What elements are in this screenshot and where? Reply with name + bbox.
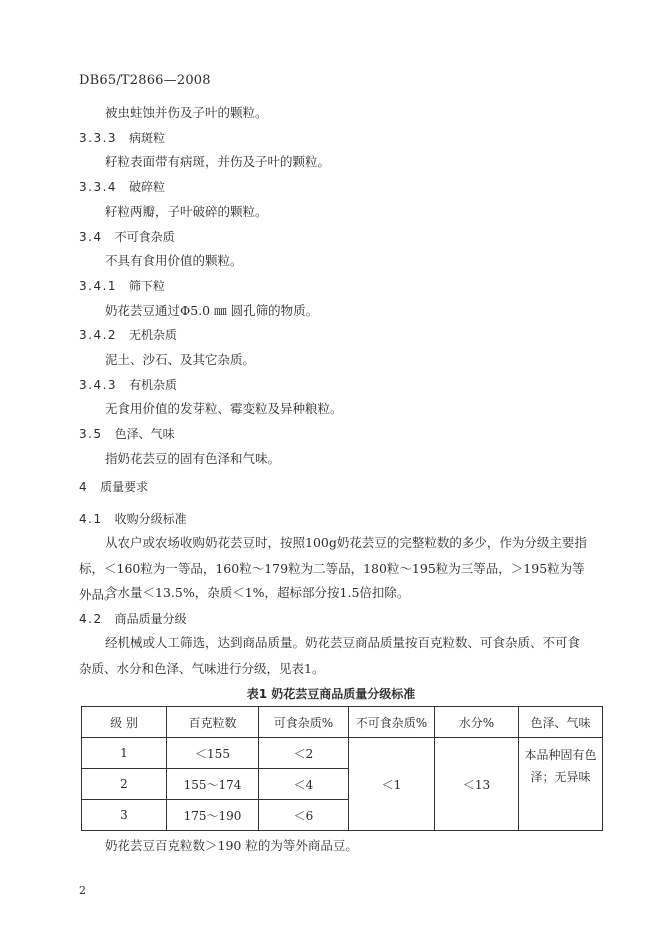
- section-3-3-2-body: 被虫蛀蚀并伤及子叶的颗粒。: [105, 105, 268, 120]
- section-number: 3.5: [79, 427, 103, 441]
- section-3-5-body: 指奶花芸豆的固有色泽和气味。: [105, 451, 281, 466]
- table-row: [82, 738, 603, 769]
- cell-grains: 155～174: [167, 769, 259, 800]
- section-number: 3.3.4: [79, 180, 118, 194]
- cell-grade: 1: [82, 738, 167, 769]
- col-header-grade: 级 别: [82, 707, 167, 738]
- section-title: 商品质量分级: [114, 612, 187, 626]
- section-title: 病斑粒: [129, 131, 166, 145]
- section-title: 破碎粒: [129, 180, 166, 194]
- section-3-4-1-heading: [79, 277, 165, 295]
- section-4-1-paragraph-2: 含水量＜13.5%，杂质＜1%，超标部分按1.5倍扣除。: [105, 585, 410, 600]
- section-3-4-3-heading: [79, 376, 177, 394]
- section-title: 有机杂质: [129, 378, 178, 392]
- section-3-5-heading: [79, 425, 175, 443]
- section-title: 色泽、气味: [114, 427, 175, 441]
- page-number: 2: [79, 884, 86, 897]
- cell-color-odor-line: 泽；无异味: [530, 770, 591, 784]
- section-3-3-3-body: 籽粒表面带有病斑，并伤及子叶的颗粒。: [105, 154, 331, 169]
- cell-grains: ＜155: [167, 738, 259, 769]
- section-title: 筛下粒: [129, 279, 166, 293]
- document-code: DB65/T2866—2008: [79, 73, 211, 88]
- section-3-4-1-body: 奶花芸豆通过Φ5.0 ㎜ 圆孔筛的物质。: [105, 303, 319, 318]
- section-4-2-paragraph: 经机械或人工筛选，达到商品质量。奶花芸豆商品质量按百克粒数、可食杂质、不可食杂质、水分和色泽、气味进行分级，见表1。: [79, 635, 581, 676]
- col-header-inedible-impurity: 不可食杂质%: [349, 707, 435, 738]
- cell-edible-impurity: ＜6: [259, 800, 349, 831]
- section-number: 3.4.2: [79, 328, 118, 342]
- cell-edible-impurity: ＜4: [259, 769, 349, 800]
- cell-grade: 3: [82, 800, 167, 831]
- section-number: 4.1: [79, 512, 103, 526]
- section-4-1-heading: [79, 510, 187, 528]
- section-title: 不可食杂质: [114, 230, 175, 244]
- col-header-moisture: 水分%: [435, 707, 519, 738]
- section-3-3-4-body: 籽粒两瓣，子叶破碎的颗粒。: [105, 204, 268, 219]
- section-number: 4: [79, 480, 89, 494]
- section-number: 4.2: [79, 612, 103, 626]
- table-note: 奶花芸豆百克粒数＞190 粒的为等外商品豆。: [105, 838, 358, 853]
- section-3-4-body: 不具有食用价值的颗粒。: [105, 253, 243, 268]
- cell-inedible-impurity: ＜1: [349, 738, 435, 831]
- section-3-3-3-heading: [79, 129, 165, 147]
- section-title: 无机杂质: [129, 328, 178, 342]
- table-caption: 表1 奶花芸豆商品质量分级标准: [246, 687, 416, 701]
- section-title: 收购分级标准: [114, 512, 187, 526]
- col-header-edible-impurity: 可食杂质%: [259, 707, 349, 738]
- section-number: 3.4: [79, 230, 103, 244]
- section-4-heading: [79, 478, 148, 496]
- cell-grains: 175～190: [167, 800, 259, 831]
- cell-moisture: ＜13: [435, 738, 519, 831]
- cell-grade: 2: [82, 769, 167, 800]
- table-header-row: [82, 707, 603, 738]
- section-3-4-2-heading: [79, 326, 177, 344]
- cell-color-odor-line: 本品种固有色: [524, 748, 597, 762]
- section-4-1-paragraph: 从农户或农场收购奶花芸豆时，按照100g奶花芸豆的完整粒数的多少，作为分级主要指标，＜160粒为一等品，160粒～179粒为二等品，180粒～195粒为三等品，＞195粒为等外品。: [79, 535, 587, 602]
- section-number: 3.3.3: [79, 131, 118, 145]
- col-header-grains-per-100g: 百克粒数: [167, 707, 259, 738]
- section-title: 质量要求: [100, 480, 149, 494]
- section-number: 3.4.1: [79, 279, 118, 293]
- section-3-3-4-heading: [79, 178, 165, 196]
- section-3-4-heading: [79, 228, 175, 246]
- cell-color-odor: [519, 738, 603, 831]
- section-number: 3.4.3: [79, 378, 118, 392]
- section-3-4-3-body: 无食用价值的发芽粒、霉变粒及异种粮粒。: [105, 401, 343, 416]
- col-header-color-odor: 色泽、气味: [519, 707, 603, 738]
- section-4-2-heading: [79, 610, 187, 628]
- section-3-4-2-body: 泥土、沙石、及其它杂质。: [105, 352, 256, 367]
- quality-grade-table: [81, 706, 603, 831]
- cell-edible-impurity: ＜2: [259, 738, 349, 769]
